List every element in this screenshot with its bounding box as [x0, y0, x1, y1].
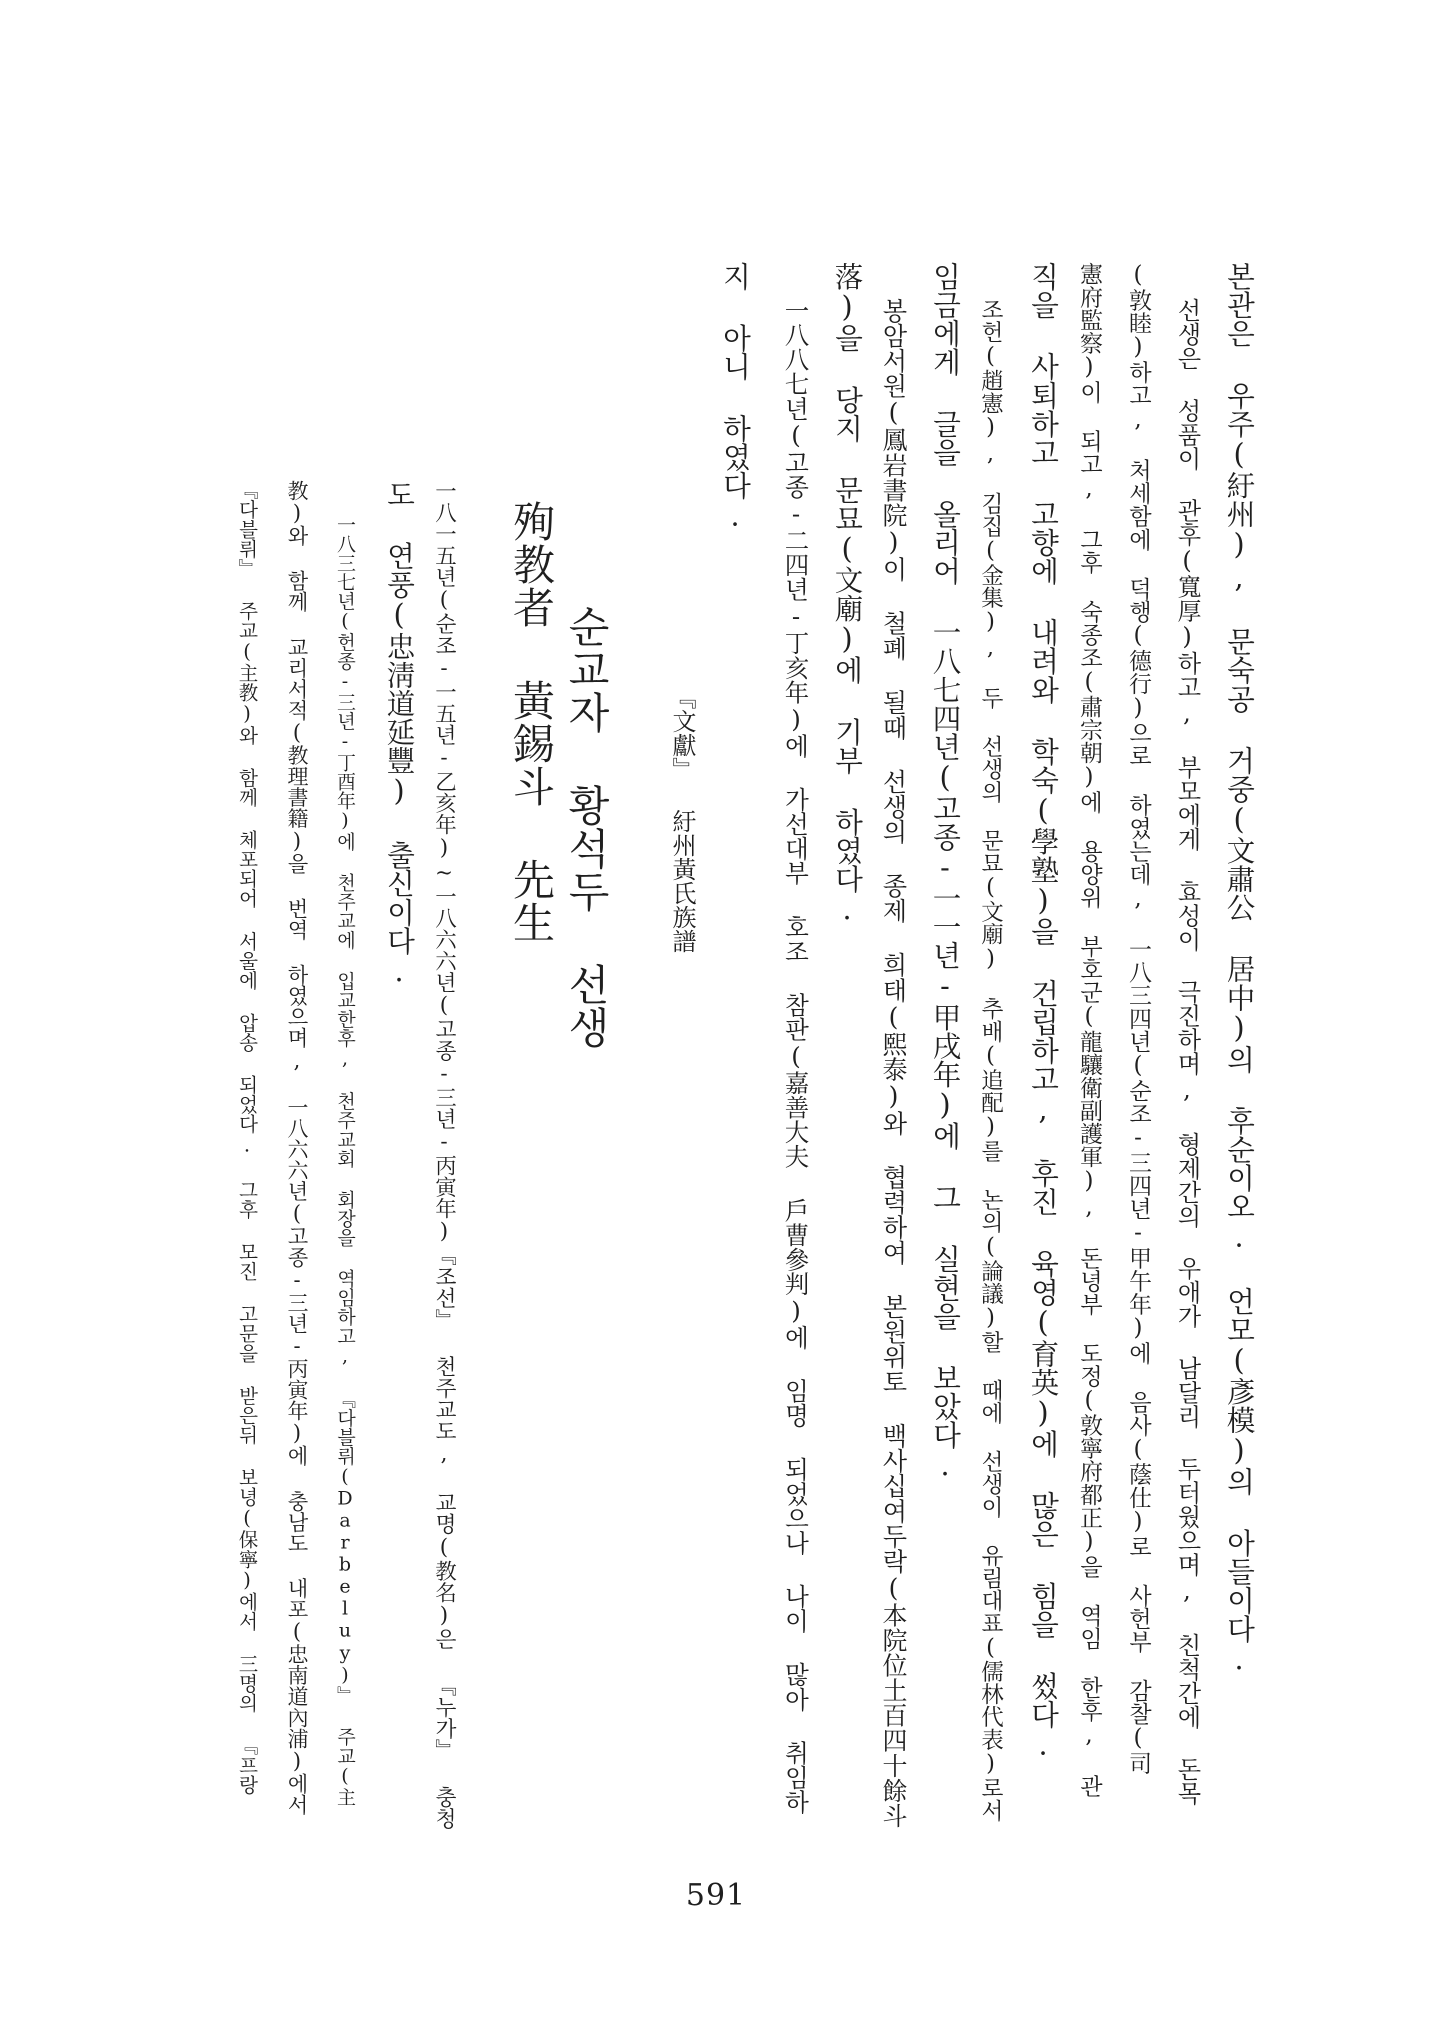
text-column-6: 조헌(趙憲), 김집(金集), 두 선생의 문묘(文廟) 추배(追配)를 논의(論議)할 때에 선생이 유림대표(儒林代表)로서 — [977, 298, 1004, 1822]
text-column-13: 도 연풍(忠淸道延豐) 출신이다. — [382, 480, 416, 988]
text-column-5: 직을 사퇴하고 고향에 내려와 학숙(學塾)을 건립하고, 후진 육영(育英)에 많은 힘을 썼다. — [1026, 262, 1060, 1762]
source-citation: 『文獻』 紆州黃氏族譜 — [668, 685, 696, 953]
text-column-8: 봉암서원(鳳岩書院)이 철폐 될때 선생의 종제 희태(熙泰)와 협력하여 본원위토 백사십여두락(本院位土百四十餘斗 — [879, 298, 908, 1828]
text-column-4: 憲府監察)이 되고, 그후 숙종조(肅宗朝)에 용양위 부호군(龍驤衛副護軍), 돈녕부 도정(敦寧府都正)을 역임 한후, 관 — [1076, 262, 1102, 1798]
text-column-16: 『다블뤼』 주교(主教)와 함께 체포되어 서울에 압송 되었다. 그후 모진 고문을 받은뒤 보녕(保寧)에서 三명의 『프랑 — [235, 480, 259, 1795]
text-column-15: 教)와 함께 교리서적(教理書籍)을 번역 하였으며, 一八六六년(고종-三년-丙寅年)에 충남도 내포(忠南道內浦)에서 — [285, 480, 309, 1816]
text-column-2: 선생은 성품이 관후(寬厚)하고, 부모에게 효성이 극진하며, 형제간의 우애가 남달리 두터웠으며, 친척간에 돈목 — [1173, 298, 1201, 1805]
page-number: 591 — [685, 1878, 747, 1913]
section-title-hanja: 殉教者 黃錫斗 先生 — [507, 500, 556, 944]
text-column-14: 一八三七년(헌종-三년-丁酉年)에 천주교에 입교한후, 천주교회 회장을 역임하고, 『다블뤼(Darbeluy)』 주교(主 — [334, 515, 356, 1807]
section-title-hangul: 순교자 황석두 선생 — [562, 605, 611, 1049]
text-column-12: 一八一五년(순조-一五년-乙亥年)~一八六六년(고종-三년-丙寅年)『조선』 천주교도, 교명(教名)은 『누가』 충청 — [431, 480, 457, 1829]
text-column-11: 지 아니 하였다. — [718, 262, 752, 533]
text-column-3: (敦睦)하고, 처세함에 덕행(德行)으로 하였는데, 一八三四년(순조-三四년-甲午年)에 음사(蔭仕)로 사헌부 감찰(司 — [1125, 262, 1151, 1775]
text-column-9: 落)을 당지 문묘(文廟)에 기부 하였다. — [830, 262, 864, 927]
text-column-10: 一八八七년(고종-二四년-丁亥年)에 가선대부 호조 참판(嘉善大夫 戶曹參判)에 임명 되었으나 나이 많아 취임하 — [781, 298, 811, 1814]
text-column-7: 임금에게 글을 올리어 一八七四년(고종-一一년-甲戌年)에 그 실현을 보았다. — [928, 262, 962, 1483]
text-column-1: 본관은 우주(紆州), 문숙공 거중(文肅公 居中)의 후순이오. 언모(彥模)의 아들이다. — [1222, 262, 1256, 1676]
